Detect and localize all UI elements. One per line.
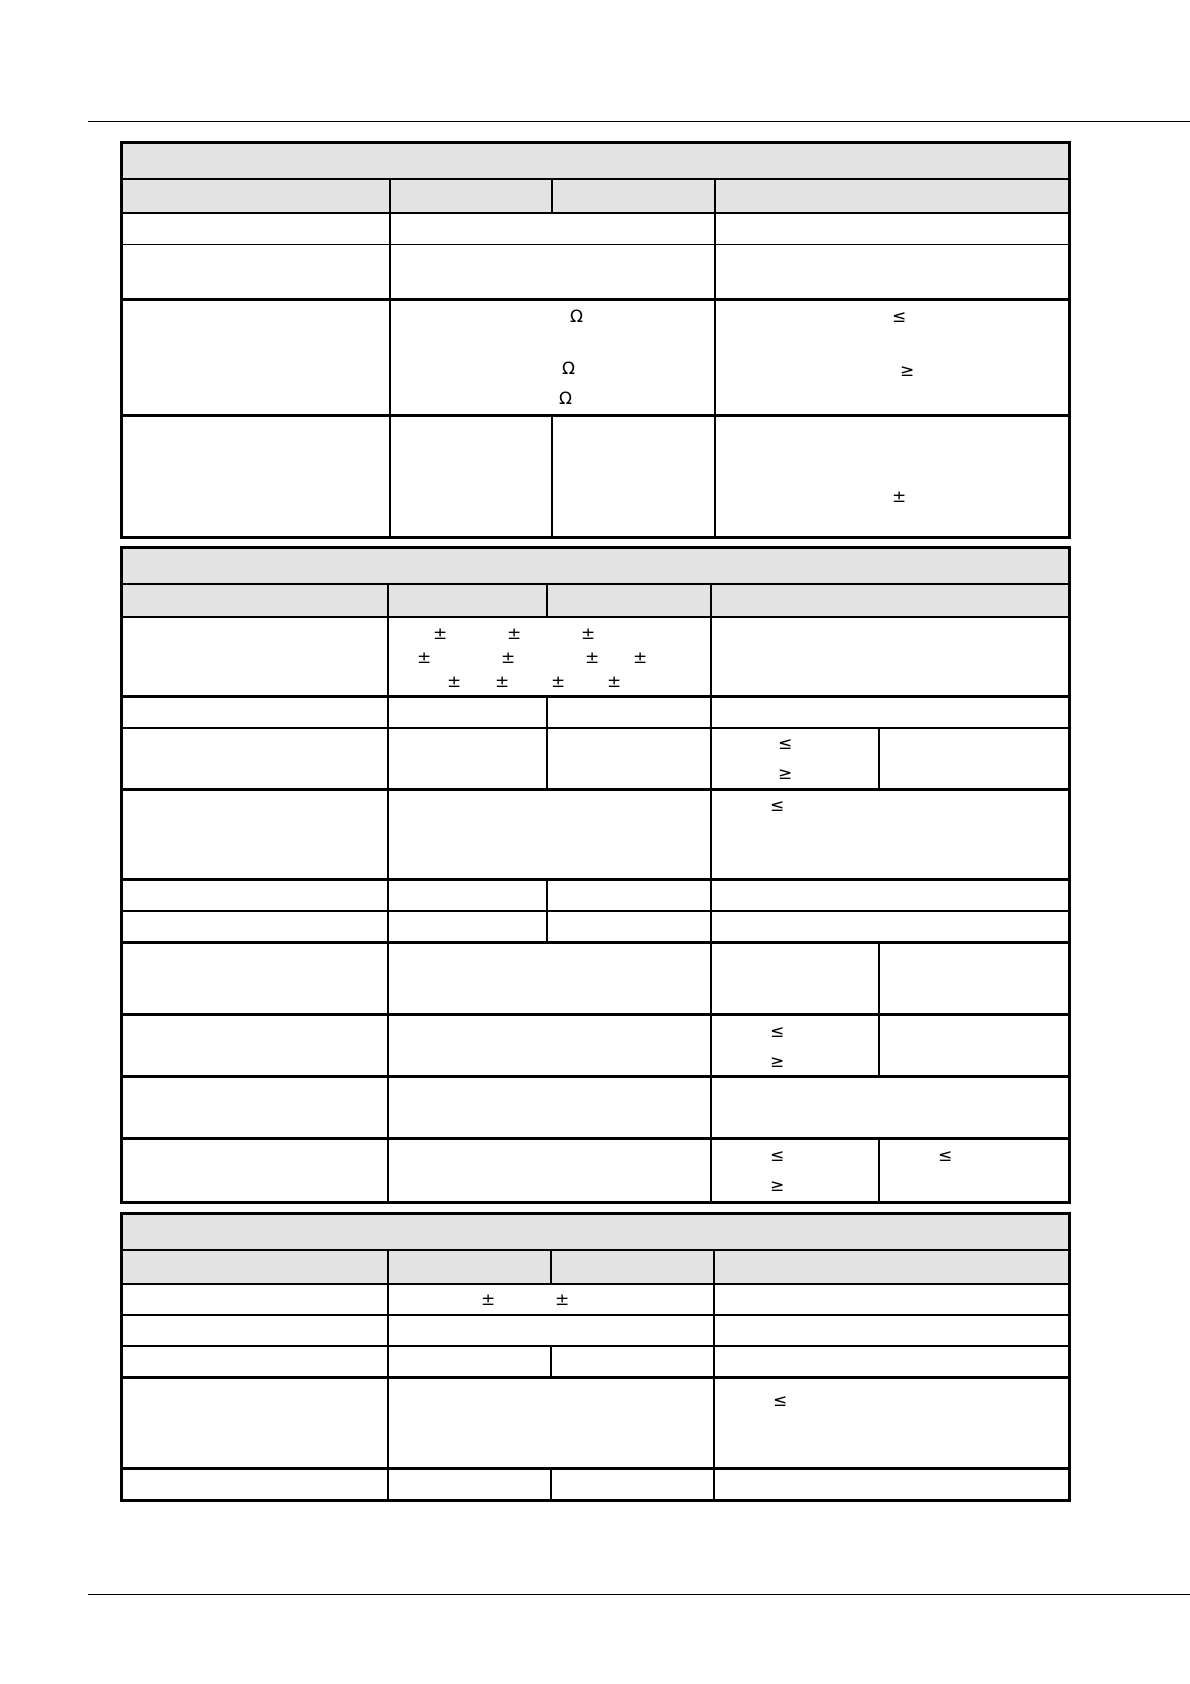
table-2-cell (123, 1140, 389, 1201)
le-symbol: ≤ (770, 1022, 785, 1042)
table-3-cell (715, 1470, 1068, 1499)
table-3-cell (123, 1316, 389, 1347)
table-3-header-cell (715, 1251, 1068, 1285)
pm-symbol: ± (507, 624, 522, 644)
table-2-cell (123, 698, 389, 729)
table-3-cell (552, 1347, 715, 1379)
table-1-cell (123, 417, 391, 536)
table-2-cell (123, 944, 389, 1016)
table-1-cell (391, 245, 716, 301)
pm-symbol: ± (581, 624, 596, 644)
table-1-cell (391, 214, 716, 245)
table-3-cell (715, 1285, 1068, 1316)
pm-symbol: ± (495, 672, 510, 692)
header-rule (88, 121, 1190, 122)
pm-symbol: ± (633, 648, 648, 668)
le-symbol: ≤ (770, 1146, 785, 1166)
table-2-cell (389, 1078, 712, 1140)
table-2-cell (389, 1016, 712, 1078)
table-2-cell (123, 881, 389, 912)
pm-symbol: ± (607, 672, 622, 692)
table-2-cell (389, 698, 548, 729)
pm-symbol: ± (481, 1290, 496, 1310)
le-symbol: ≤ (938, 1146, 953, 1166)
ge-symbol: ≥ (770, 1052, 785, 1072)
footer-rule (88, 1594, 1190, 1595)
spec-table-2 (120, 546, 1071, 1204)
table-2-header-cell (123, 585, 389, 618)
table-3-cell (389, 1347, 552, 1379)
table-3-cell (123, 1285, 389, 1316)
table-2-cell (123, 791, 389, 881)
table-1-header-cell (553, 180, 716, 214)
table-1-cell (123, 245, 391, 301)
table-1-header-cell (391, 180, 553, 214)
le-symbol: ≤ (778, 734, 793, 754)
table-3-cell (715, 1379, 1068, 1470)
pm-symbol: ± (585, 648, 600, 668)
table-1-cell (716, 214, 1068, 245)
table-3-cell (389, 1379, 715, 1470)
table-2-cell (548, 881, 712, 912)
table-3-cell (389, 1285, 715, 1316)
table-3-header-cell (123, 1251, 389, 1285)
table-2-cell (712, 912, 1068, 944)
table-1-cell (716, 417, 1068, 536)
table-2-header-cell (712, 585, 1068, 618)
pm-symbol: ± (551, 672, 566, 692)
table-3-header-cell (552, 1251, 715, 1285)
table-3-cell (389, 1316, 715, 1347)
table-2-cell (389, 944, 712, 1016)
pm-symbol: ± (892, 487, 907, 507)
table-2-cell (712, 881, 1068, 912)
pm-symbol: ± (555, 1290, 570, 1310)
table-2-cell (880, 944, 1068, 1016)
table-3-cell (123, 1347, 389, 1379)
spec-table-1 (120, 141, 1071, 539)
table-1-header-cell (123, 180, 391, 214)
table-2-cell (880, 1140, 1068, 1201)
table-2-cell (389, 1140, 712, 1201)
table-2-cell (389, 618, 712, 698)
table-3-header-cell (389, 1251, 552, 1285)
table-2-cell (712, 1140, 880, 1201)
table-2-cell (123, 912, 389, 944)
table-3-cell (552, 1470, 715, 1499)
table-3-cell (389, 1470, 552, 1499)
table-1-title-row (123, 144, 1068, 180)
table-2-cell (712, 1016, 880, 1078)
table-2-title-row (123, 549, 1068, 585)
table-2-cell (389, 791, 712, 881)
table-1-cell (123, 214, 391, 245)
ge-symbol: ≥ (770, 1176, 785, 1196)
ohm-symbol: Ω (559, 389, 572, 409)
pm-symbol: ± (433, 624, 448, 644)
table-3-cell (715, 1316, 1068, 1347)
table-1-cell (716, 245, 1068, 301)
table-2-cell (123, 1078, 389, 1140)
pm-symbol: ± (417, 648, 432, 668)
le-symbol: ≤ (773, 1391, 788, 1411)
table-1-header-cell (716, 180, 1068, 214)
table-2-header-cell (548, 585, 712, 618)
table-1-cell (123, 301, 391, 417)
table-1-cell (391, 417, 553, 536)
table-2-cell (123, 618, 389, 698)
table-3-cell (715, 1347, 1068, 1379)
table-2-cell (389, 881, 548, 912)
le-symbol: ≤ (770, 796, 785, 816)
table-2-cell (712, 698, 1068, 729)
ohm-symbol: Ω (562, 359, 575, 379)
table-2-cell (880, 729, 1068, 791)
table-2-cell (712, 729, 880, 791)
table-2-cell (548, 698, 712, 729)
table-3-cell (123, 1379, 389, 1470)
table-2-cell (712, 1078, 1068, 1140)
ge-symbol: ≥ (778, 764, 793, 784)
table-1-cell (716, 301, 1068, 417)
table-2-cell (123, 1016, 389, 1078)
table-2-cell (880, 1016, 1068, 1078)
table-2-cell (548, 729, 712, 791)
table-2-cell (389, 729, 548, 791)
table-2-header-cell (389, 585, 548, 618)
table-2-cell (389, 912, 548, 944)
pm-symbol: ± (447, 672, 462, 692)
ge-symbol: ≥ (900, 361, 915, 381)
le-symbol: ≤ (892, 307, 907, 327)
table-2-cell (123, 729, 389, 791)
table-1-cell (553, 417, 716, 536)
pm-symbol: ± (501, 648, 516, 668)
spec-table-3 (120, 1212, 1071, 1502)
table-2-cell (548, 912, 712, 944)
ohm-symbol: Ω (570, 307, 583, 327)
table-3-title-row (123, 1215, 1068, 1251)
table-1-cell (391, 301, 716, 417)
table-2-cell (712, 944, 880, 1016)
table-2-cell (712, 618, 1068, 698)
table-3-cell (123, 1470, 389, 1499)
table-2-cell (712, 791, 1068, 881)
